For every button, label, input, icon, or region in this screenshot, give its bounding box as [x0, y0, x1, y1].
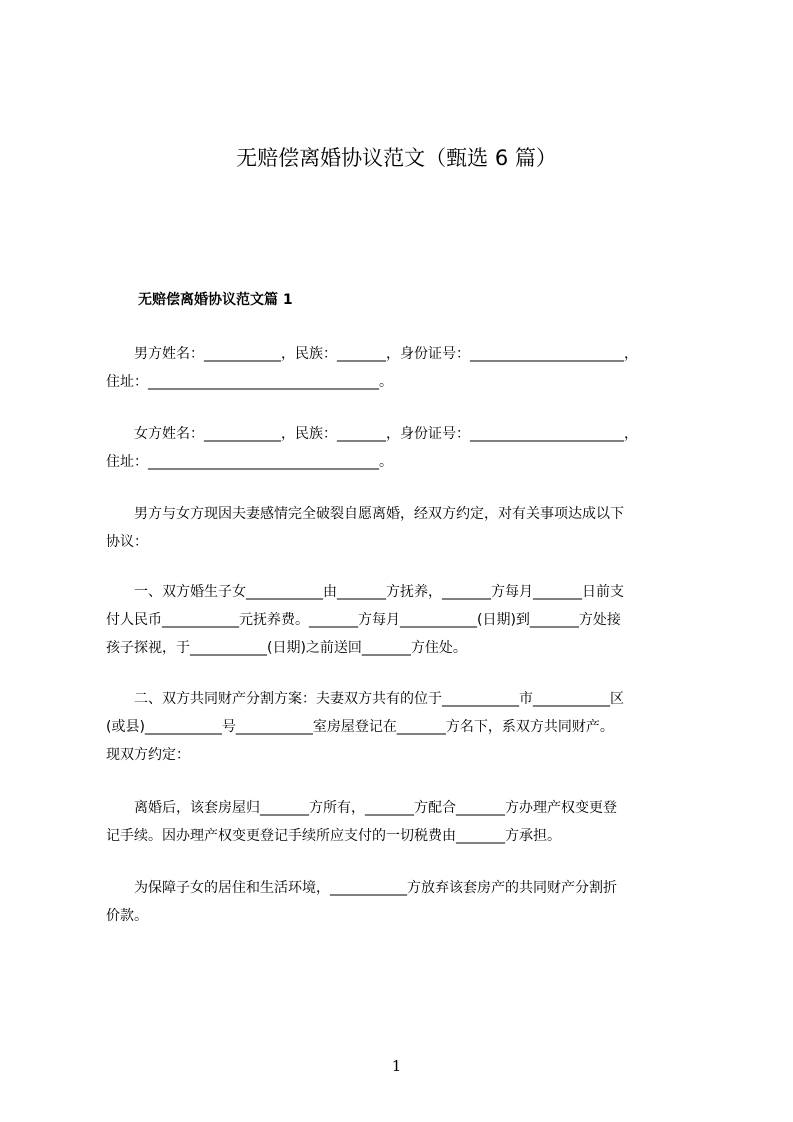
paragraph-male-info [106, 340, 706, 396]
page-number: 1 [391, 1057, 402, 1075]
text-line: (或县)___________号___________室房屋登记在_______方名下，系双方共同财产。 [106, 719, 614, 735]
text-line: 孩子探视，于___________(日期)之前送回_______方住处。 [106, 640, 467, 656]
section-heading: 无赔偿离婚协议范文篇 1 [138, 292, 293, 308]
text-line: 现双方约定： [106, 747, 190, 763]
text-line: 一、双方婚生子女___________由_______方抚养，_______方每月_______日前支 [106, 584, 624, 600]
text-line: 二、双方共同财产分割方案：夫妻双方共有的位于___________市___________区 [106, 691, 624, 707]
text-line: 男方与女方现因夫妻感情完全破裂自愿离婚，经双方约定，对有关事项达成以下 [106, 506, 624, 522]
text-line: 付人民币___________元抚养费。_______方每月___________(日期)到_______方处接 [106, 612, 621, 628]
text-line: 协议： [106, 534, 148, 550]
text-line: 住址：_________________________________。 [106, 374, 393, 390]
text-line: 男方姓名：___________，民族：_______，身份证号：______________________， [106, 346, 638, 362]
document-title: 无赔偿离婚协议范文（甄选 6 篇） [236, 146, 557, 170]
text-line: 女方姓名：___________，民族：_______，身份证号：______________________， [106, 426, 638, 442]
text-line: 住址：_________________________________。 [106, 454, 393, 470]
paragraph-house-ownership [106, 794, 706, 850]
paragraph-clause-1-child-custody [106, 578, 706, 662]
text-line: 记手续。因办理产权变更登记手续所应支付的一切税费由_______方承担。 [106, 828, 561, 844]
text-line: 价款。 [106, 908, 148, 924]
paragraph-clause-2-property [106, 685, 706, 769]
paragraph-waiver [106, 874, 706, 930]
paragraph-intro [106, 500, 706, 556]
text-line: 为保障子女的居住和生活环境，___________方放弃该套房产的共同财产分割折 [106, 880, 617, 896]
text-line: 离婚后，该套房屋归_______方所有，_______方配合_______方办理产权变更登 [106, 800, 617, 816]
paragraph-female-info [106, 420, 706, 476]
